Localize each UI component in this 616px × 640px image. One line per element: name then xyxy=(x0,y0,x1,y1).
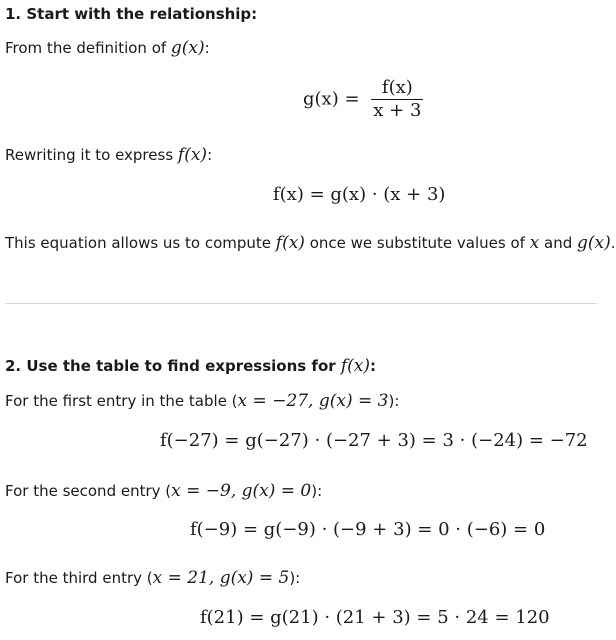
step-1-rewrite-suffix: : xyxy=(207,146,213,164)
note-math-2: x xyxy=(529,233,540,253)
entry-3-label-suffix: ): xyxy=(289,569,301,587)
entry-1-label-text: For the first entry in the table ( xyxy=(5,392,238,410)
step-1-rewrite xyxy=(5,145,212,165)
note-text-3: and xyxy=(539,234,578,252)
entry-1-label xyxy=(5,391,399,411)
fraction-numerator: f(x) xyxy=(371,77,423,100)
definition-equation xyxy=(303,77,423,122)
step-1-intro-text: From the definition of xyxy=(5,39,171,57)
note-math-1: f(x) xyxy=(275,233,305,253)
entry-2-label xyxy=(5,481,322,501)
step-1-rewrite-text: Rewriting it to express xyxy=(5,146,178,164)
rewrite-equation: f(x) = g(x) · (x + 3) xyxy=(273,184,446,205)
section-divider xyxy=(5,303,597,304)
step-2-heading-text: 2. Use the table to find expressions for xyxy=(5,357,341,375)
step-1-intro xyxy=(5,38,210,58)
entry-1-label-math: x = −27, g(x) = 3 xyxy=(237,391,389,411)
fraction-denominator: x + 3 xyxy=(373,100,422,121)
step-2-heading-math: f(x) xyxy=(340,356,371,376)
entry-2-label-text: For the second entry ( xyxy=(5,482,172,500)
step-1-heading: 1. Start with the relationship: xyxy=(5,5,258,23)
entry-2-equation: f(−9) = g(−9) · (−9 + 3) = 0 · (−6) = 0 xyxy=(190,519,546,540)
note-text-1: This equation allows us to compute xyxy=(5,234,276,252)
entry-2-label-math: x = −9, g(x) = 0 xyxy=(171,481,312,501)
entry-3-label xyxy=(5,568,300,588)
entry-3-label-text: For the third entry ( xyxy=(5,569,153,587)
entry-2-label-suffix: ): xyxy=(311,482,323,500)
step-1-rewrite-math: f(x) xyxy=(177,145,208,165)
note-text-4: . xyxy=(610,234,616,252)
step-1-intro-suffix: : xyxy=(204,39,210,57)
entry-3-equation: f(21) = g(21) · (21 + 3) = 5 · 24 = 120 xyxy=(200,607,550,628)
definition-fraction xyxy=(371,77,423,122)
entry-1-equation: f(−27) = g(−27) · (−27 + 3) = 3 · (−24) = −72 xyxy=(160,430,588,451)
note-math-3: g(x) xyxy=(577,233,611,253)
step-2-heading xyxy=(5,356,376,376)
step-1-note xyxy=(5,233,616,253)
step-1-intro-math: g(x) xyxy=(170,38,205,58)
step-2-heading-suffix: : xyxy=(370,357,377,375)
definition-lhs: g(x) = xyxy=(303,88,360,110)
entry-3-label-math: x = 21, g(x) = 5 xyxy=(152,568,290,588)
note-text-2: once we substitute values of xyxy=(304,234,530,252)
entry-1-label-suffix: ): xyxy=(388,392,400,410)
